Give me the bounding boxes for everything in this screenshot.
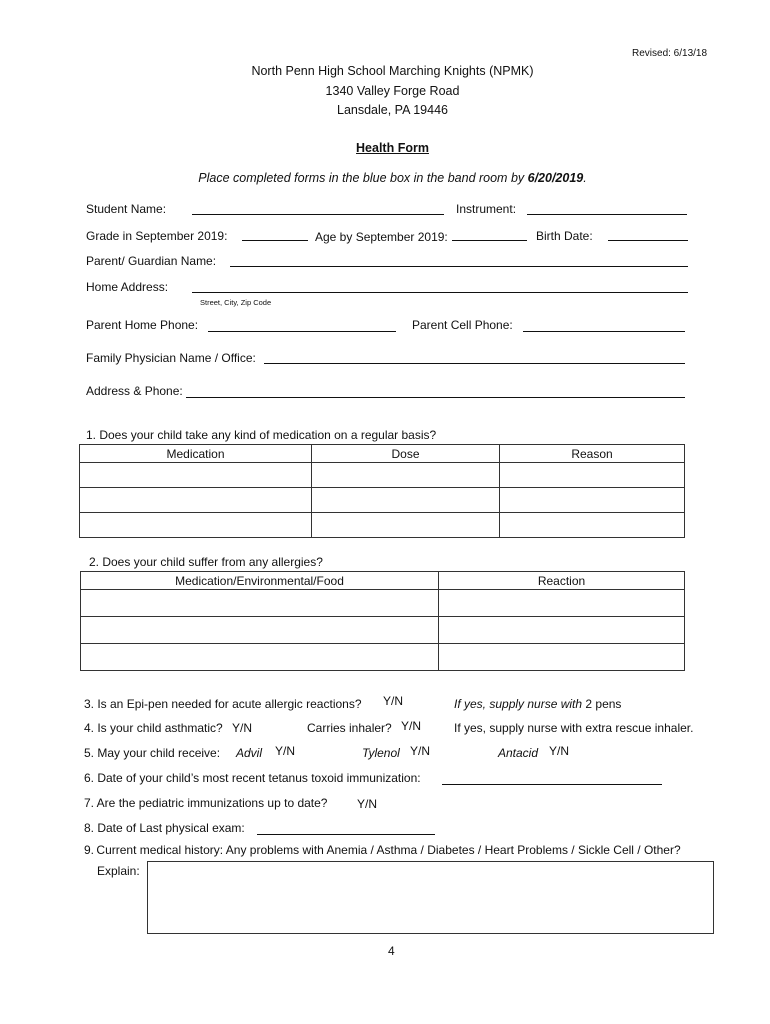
q3-note: If yes, supply nurse with 2 pens [454, 697, 622, 711]
addr-phone-label: Address & Phone: [86, 384, 183, 398]
table-cell[interactable] [439, 590, 685, 617]
table-cell[interactable] [81, 590, 439, 617]
q7-yn[interactable]: Y/N [357, 797, 378, 811]
header-dose: Dose [312, 445, 500, 463]
instrument-label: Instrument: [456, 202, 517, 216]
table-cell[interactable] [500, 488, 685, 513]
table-cell[interactable] [80, 463, 312, 488]
table-row [80, 513, 685, 538]
table-row [81, 617, 685, 644]
q5-antacid-yn[interactable]: Y/N [549, 744, 570, 758]
addr-phone-field[interactable] [186, 397, 685, 398]
table-row [81, 590, 685, 617]
explain-textbox[interactable] [147, 861, 714, 934]
header-reason: Reason [500, 445, 685, 463]
instruction: Place completed forms in the blue box in the band room by 6/20/2019. [198, 171, 587, 185]
grade-label: Grade in September 2019: [86, 229, 228, 243]
revised-date: Revised: 6/13/18 [632, 48, 708, 59]
tetanus-date-field[interactable] [442, 784, 662, 785]
table-cell[interactable] [312, 513, 500, 538]
q2-question: 2. Does your child suffer from any allergies? [89, 555, 323, 569]
table-row [80, 463, 685, 488]
physical-exam-date-field[interactable] [257, 834, 435, 835]
q1-question: 1. Does your child take any kind of medication on a regular basis? [86, 428, 437, 442]
q7-question: 7. Are the pediatric immunizations up to date? [84, 796, 328, 810]
q6-question: 6. Date of your child’s most recent tetanus toxoid immunization: [84, 771, 421, 785]
table-cell[interactable] [80, 513, 312, 538]
table-cell[interactable] [312, 463, 500, 488]
q9-question: 9. Current medical history: Any problems with Anemia / Asthma / Diabetes / Heart Problems / Sickle Cell / Other? [84, 843, 681, 857]
table-cell[interactable] [81, 617, 439, 644]
q3-yn[interactable]: Y/N [383, 694, 404, 708]
grade-field[interactable] [242, 240, 308, 241]
q4-inhaler-yn[interactable]: Y/N [401, 719, 422, 733]
instrument-field[interactable] [527, 214, 687, 215]
q5-antacid: Antacid [498, 746, 539, 760]
home-phone-field[interactable] [208, 331, 396, 332]
form-title: Health Form [356, 141, 429, 155]
physician-field[interactable] [264, 363, 685, 364]
header-allergen: Medication/Environmental/Food [81, 572, 439, 590]
physician-label: Family Physician Name / Office: [86, 351, 256, 365]
cell-phone-field[interactable] [523, 331, 685, 332]
cell-phone-label: Parent Cell Phone: [412, 318, 513, 332]
header-reaction: Reaction [439, 572, 685, 590]
q8-question: 8. Date of Last physical exam: [84, 821, 245, 835]
table-cell[interactable] [500, 513, 685, 538]
home-phone-label: Parent Home Phone: [86, 318, 199, 332]
table-cell[interactable] [81, 644, 439, 671]
q4-inhaler: Carries inhaler? [307, 721, 392, 735]
org-name: North Penn High School Marching Knights (NPMK) [251, 64, 534, 78]
guardian-field[interactable] [230, 266, 688, 267]
home-address-label: Home Address: [86, 280, 169, 294]
student-name-field[interactable] [192, 214, 444, 215]
q3-question: 3. Is an Epi-pen needed for acute allergic reactions? [84, 697, 362, 711]
org-address-line2: Lansdale, PA 19446 [337, 103, 448, 117]
table-cell[interactable] [500, 463, 685, 488]
address-hint: Street, City, Zip Code [200, 298, 272, 307]
birth-date-label: Birth Date: [536, 229, 593, 243]
q5-advil-yn[interactable]: Y/N [275, 744, 296, 758]
table-row [81, 644, 685, 671]
table-cell[interactable] [312, 488, 500, 513]
q5-advil: Advil [236, 746, 263, 760]
age-label: Age by September 2019: [315, 230, 448, 244]
table-cell[interactable] [439, 617, 685, 644]
q4-question: 4. Is your child asthmatic? [84, 721, 223, 735]
guardian-label: Parent/ Guardian Name: [86, 254, 217, 268]
table-cell[interactable] [80, 488, 312, 513]
medication-table [79, 444, 685, 538]
q5-question: 5. May your child receive: [84, 746, 221, 760]
q5-tylenol-yn[interactable]: Y/N [410, 744, 431, 758]
table-row [80, 488, 685, 513]
allergy-table [80, 571, 685, 671]
q4-note: If yes, supply nurse with extra rescue inhaler. [454, 721, 694, 735]
table-cell[interactable] [439, 644, 685, 671]
birth-date-field[interactable] [608, 240, 688, 241]
explain-label: Explain: [97, 864, 140, 878]
age-field[interactable] [452, 240, 527, 241]
home-address-field[interactable] [192, 292, 688, 293]
q4-yn[interactable]: Y/N [232, 721, 253, 735]
student-name-label: Student Name: [86, 202, 167, 216]
page-number: 4 [388, 944, 395, 958]
header-medication: Medication [80, 445, 312, 463]
q5-tylenol: Tylenol [362, 746, 400, 760]
org-address-line1: 1340 Valley Forge Road [325, 84, 460, 98]
